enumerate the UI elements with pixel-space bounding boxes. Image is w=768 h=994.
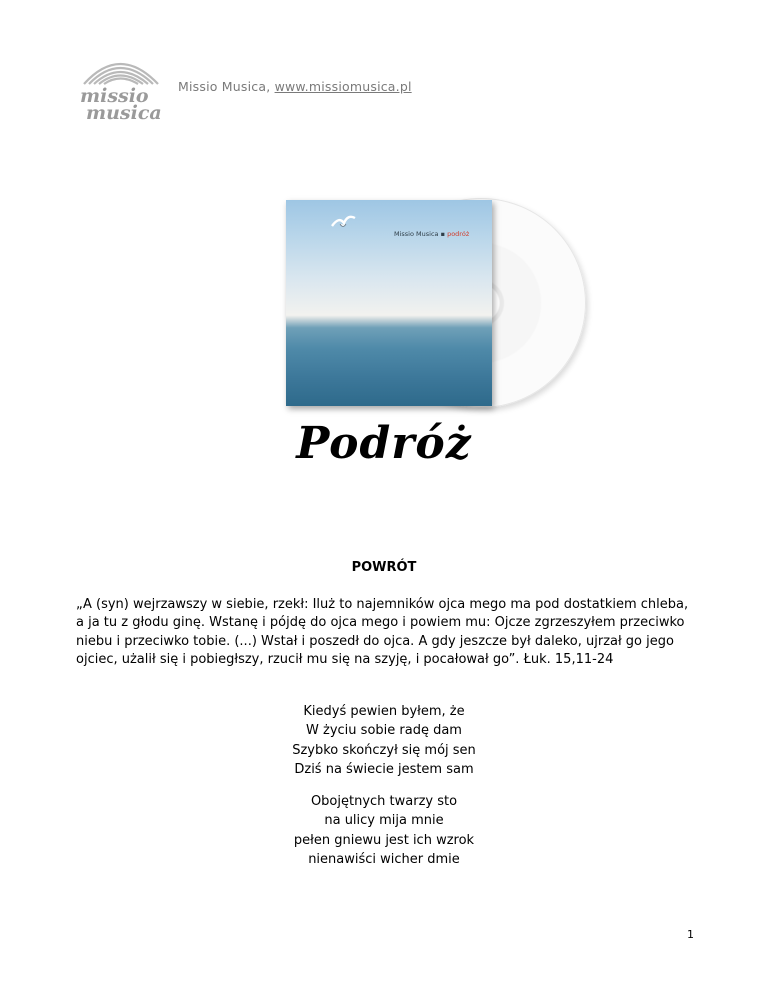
logo-word-1: missio [80, 85, 149, 107]
lyric-line: pełen gniewu jest ich wzrok [293, 832, 475, 848]
cd-sleeve [286, 200, 492, 406]
header-org: Missio Musica, [178, 79, 275, 94]
scripture-quote: „A (syn) wejrzawszy w siebie, rzekł: Iluż to najemników ojca mego ma pod dostatkiem chleba, a ja tu z głodu ginę. Wstanę i pójdę do ojca mego i powiem mu: Ojcze zgrzeszyłem przeciwko niebu i przeciwko tobie. (...) Wstał i poszedł do ojca. A gdy jeszcze był daleko, ujrzał go jego ojciec, użalił się i pobiegłszy, rzucił mu się na szyję, i pocałował go”. Łuk. 15,11-24 [76, 597, 689, 668]
page-number: 1 [687, 928, 694, 941]
cover-label: Missio Musica ▪ podróż [394, 230, 470, 238]
section-heading: POWRÓT [351, 560, 417, 575]
lyric-line: W życiu sobie radę dam [306, 723, 462, 739]
album-title: Podróż [296, 418, 472, 469]
lyrics-stanza-1 [0, 702, 768, 780]
header-url-link[interactable]: www.missiomusica.pl [274, 79, 412, 94]
seagull-icon [330, 212, 356, 234]
logo-arc-graphic [76, 50, 168, 122]
lyrics-stanza-2 [0, 792, 768, 870]
header-source [178, 79, 412, 94]
missio-musica-logo [76, 50, 168, 122]
cover-label-album: podróż [447, 230, 470, 238]
album-cover-image [286, 200, 606, 410]
lyric-line: Obojętnych twarzy sto [310, 794, 458, 809]
lyric-line: Szybko skończył się mój sen [292, 742, 476, 758]
logo-word-2: musica [86, 102, 162, 122]
lyric-line: Dziś na świecie jestem sam [294, 762, 474, 778]
lyric-line: nienawiści wicher dmie [308, 852, 460, 868]
cover-label-artist: Missio Musica [394, 230, 439, 238]
lyric-line: na ulicy mija mnie [324, 813, 444, 829]
lyric-line: Kiedyś pewien byłem, że [303, 704, 465, 719]
